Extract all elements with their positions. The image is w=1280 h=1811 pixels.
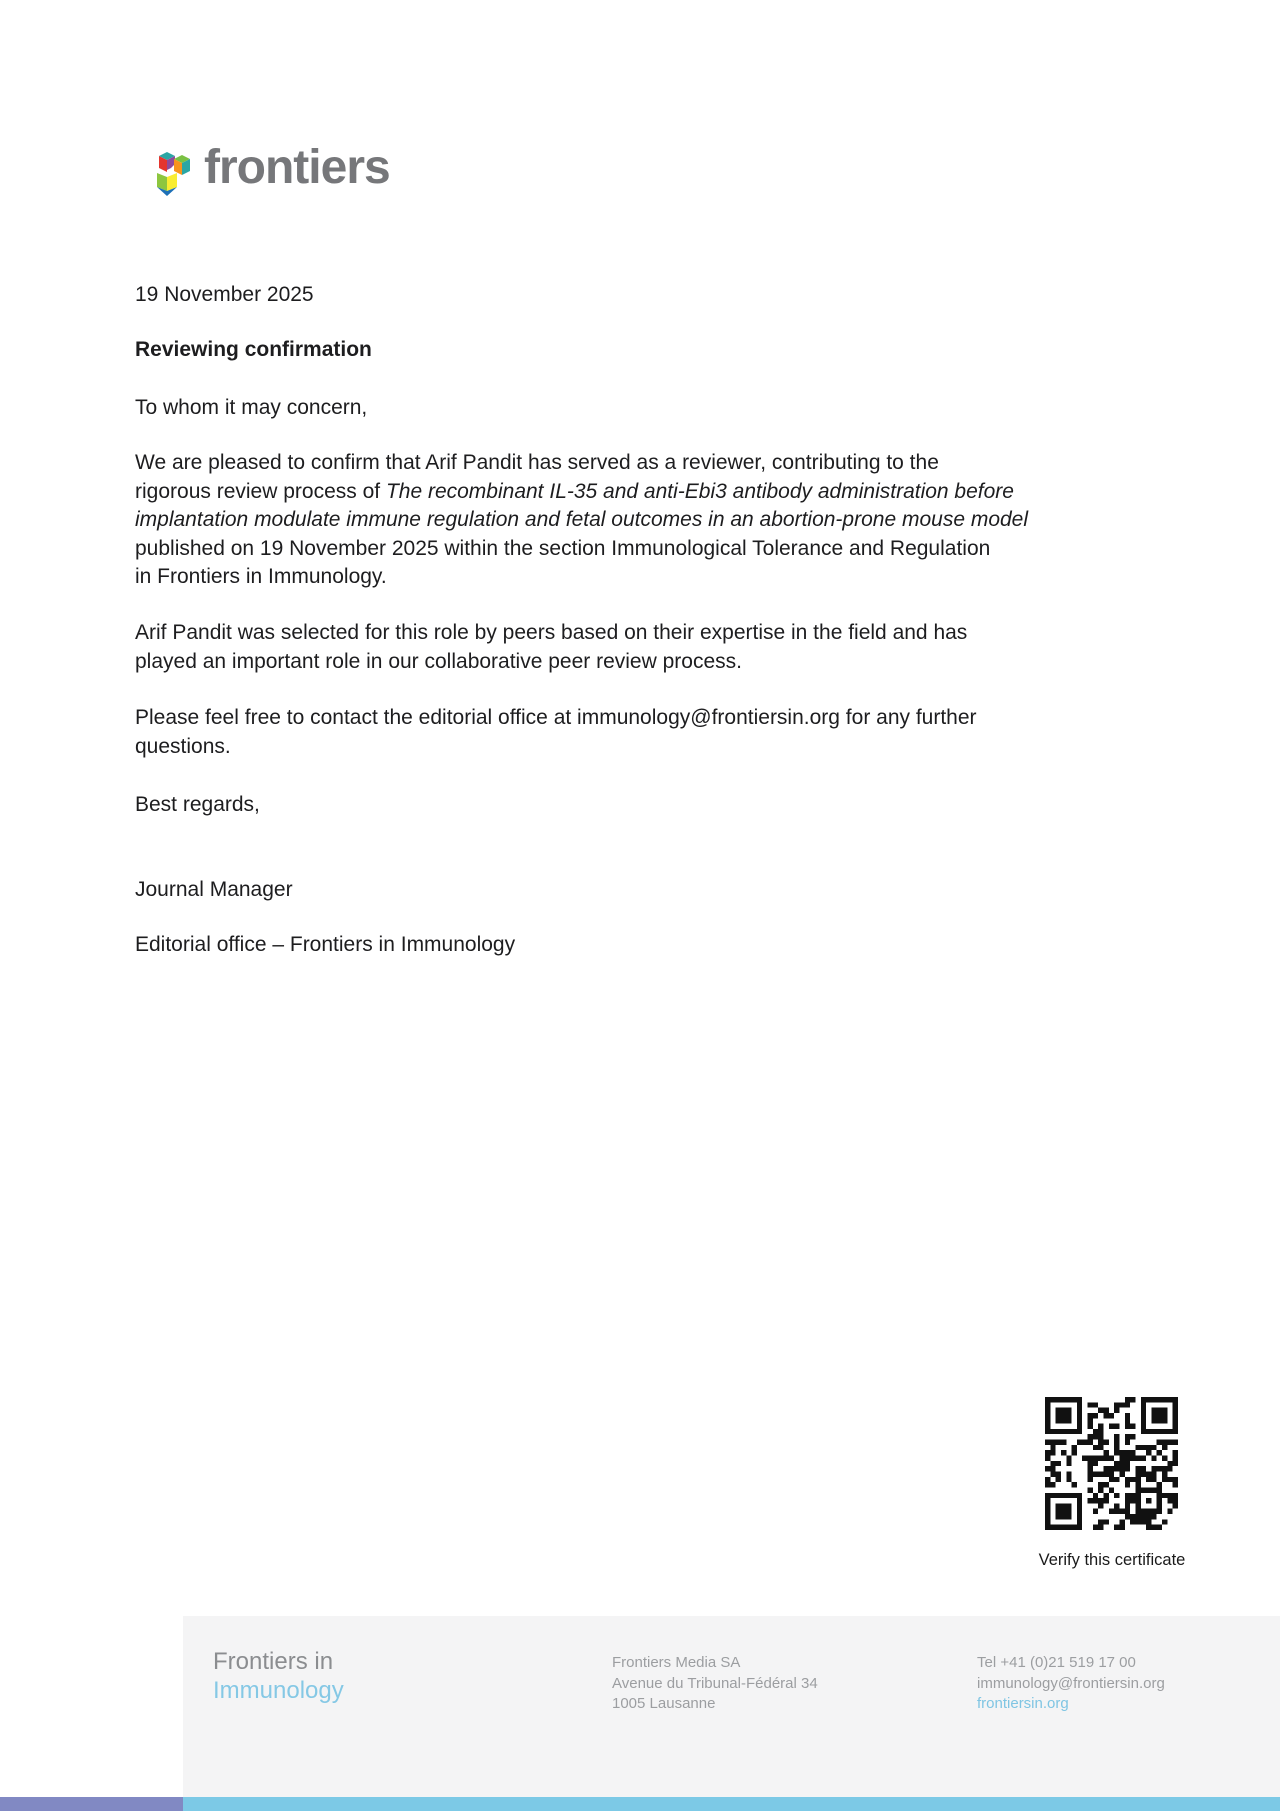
signer-role: Journal Manager xyxy=(135,878,293,901)
paragraph-line: Please feel free to contact the editorial office at immunology@frontiersin.org for any further xyxy=(135,706,977,729)
article-title-part: implantation modulate immune regulation and fetal outcomes in an abortion-prone mouse model xyxy=(135,508,1029,531)
footer xyxy=(183,1616,1280,1797)
paragraph-contact xyxy=(135,704,977,761)
phone-number: Tel +41 (0)21 519 17 00 xyxy=(977,1654,1136,1671)
closing: Best regards, xyxy=(135,793,260,816)
address-city: 1005 Lausanne xyxy=(612,1695,716,1712)
address-street: Avenue du Tribunal-Fédéral 34 xyxy=(612,1674,818,1692)
salutation: To whom it may concern, xyxy=(135,396,368,419)
article-title-part: The recombinant IL-35 and anti-Ebi3 antibody administration before xyxy=(385,479,1014,503)
website-link[interactable]: frontiersin.org xyxy=(977,1695,1069,1712)
company-name: Frontiers Media SA xyxy=(612,1654,741,1671)
paragraph-line xyxy=(135,478,1028,507)
company-address xyxy=(612,1653,818,1715)
contact-info xyxy=(977,1653,1165,1715)
paragraph-line: Arif Pandit was selected for this role by peers based on their expertise in the field and has xyxy=(135,621,968,644)
text-regular: rigorous review process of xyxy=(135,479,386,503)
email-link[interactable]: immunology@frontiersin.org xyxy=(977,1674,1165,1692)
paragraph-confirmation xyxy=(135,449,1028,592)
signer-office: Editorial office – Frontiers in Immunology xyxy=(135,933,516,956)
journal-name-line1: Frontiers in xyxy=(213,1648,334,1675)
paragraph-line: in Frontiers in Immunology. xyxy=(135,565,387,588)
journal-name-line2: Immunology xyxy=(213,1676,344,1704)
letter-date: 19 November 2025 xyxy=(135,283,314,306)
paragraph-role xyxy=(135,619,967,676)
verify-certificate-label[interactable]: Verify this certificate xyxy=(1038,1551,1186,1569)
paragraph-line: published on 19 November 2025 within the section Immunological Tolerance and Regulation xyxy=(135,536,991,560)
paragraph-line: questions. xyxy=(135,734,231,758)
frontiers-logo xyxy=(150,143,390,207)
paragraph-line: played an important role in our collaborative peer review process. xyxy=(135,649,742,673)
journal-name xyxy=(213,1648,344,1705)
logo-wordmark: frontiers xyxy=(204,141,390,194)
paragraph-line: We are pleased to confirm that Arif Pandit has served as a reviewer, contributing to the xyxy=(135,451,939,474)
qr-code[interactable] xyxy=(1045,1397,1178,1530)
letter-heading: Reviewing confirmation xyxy=(135,338,372,361)
footer-bar-purple xyxy=(0,1797,183,1811)
frontiers-cubes-icon xyxy=(150,147,194,207)
footer-bar-blue xyxy=(183,1797,1280,1811)
